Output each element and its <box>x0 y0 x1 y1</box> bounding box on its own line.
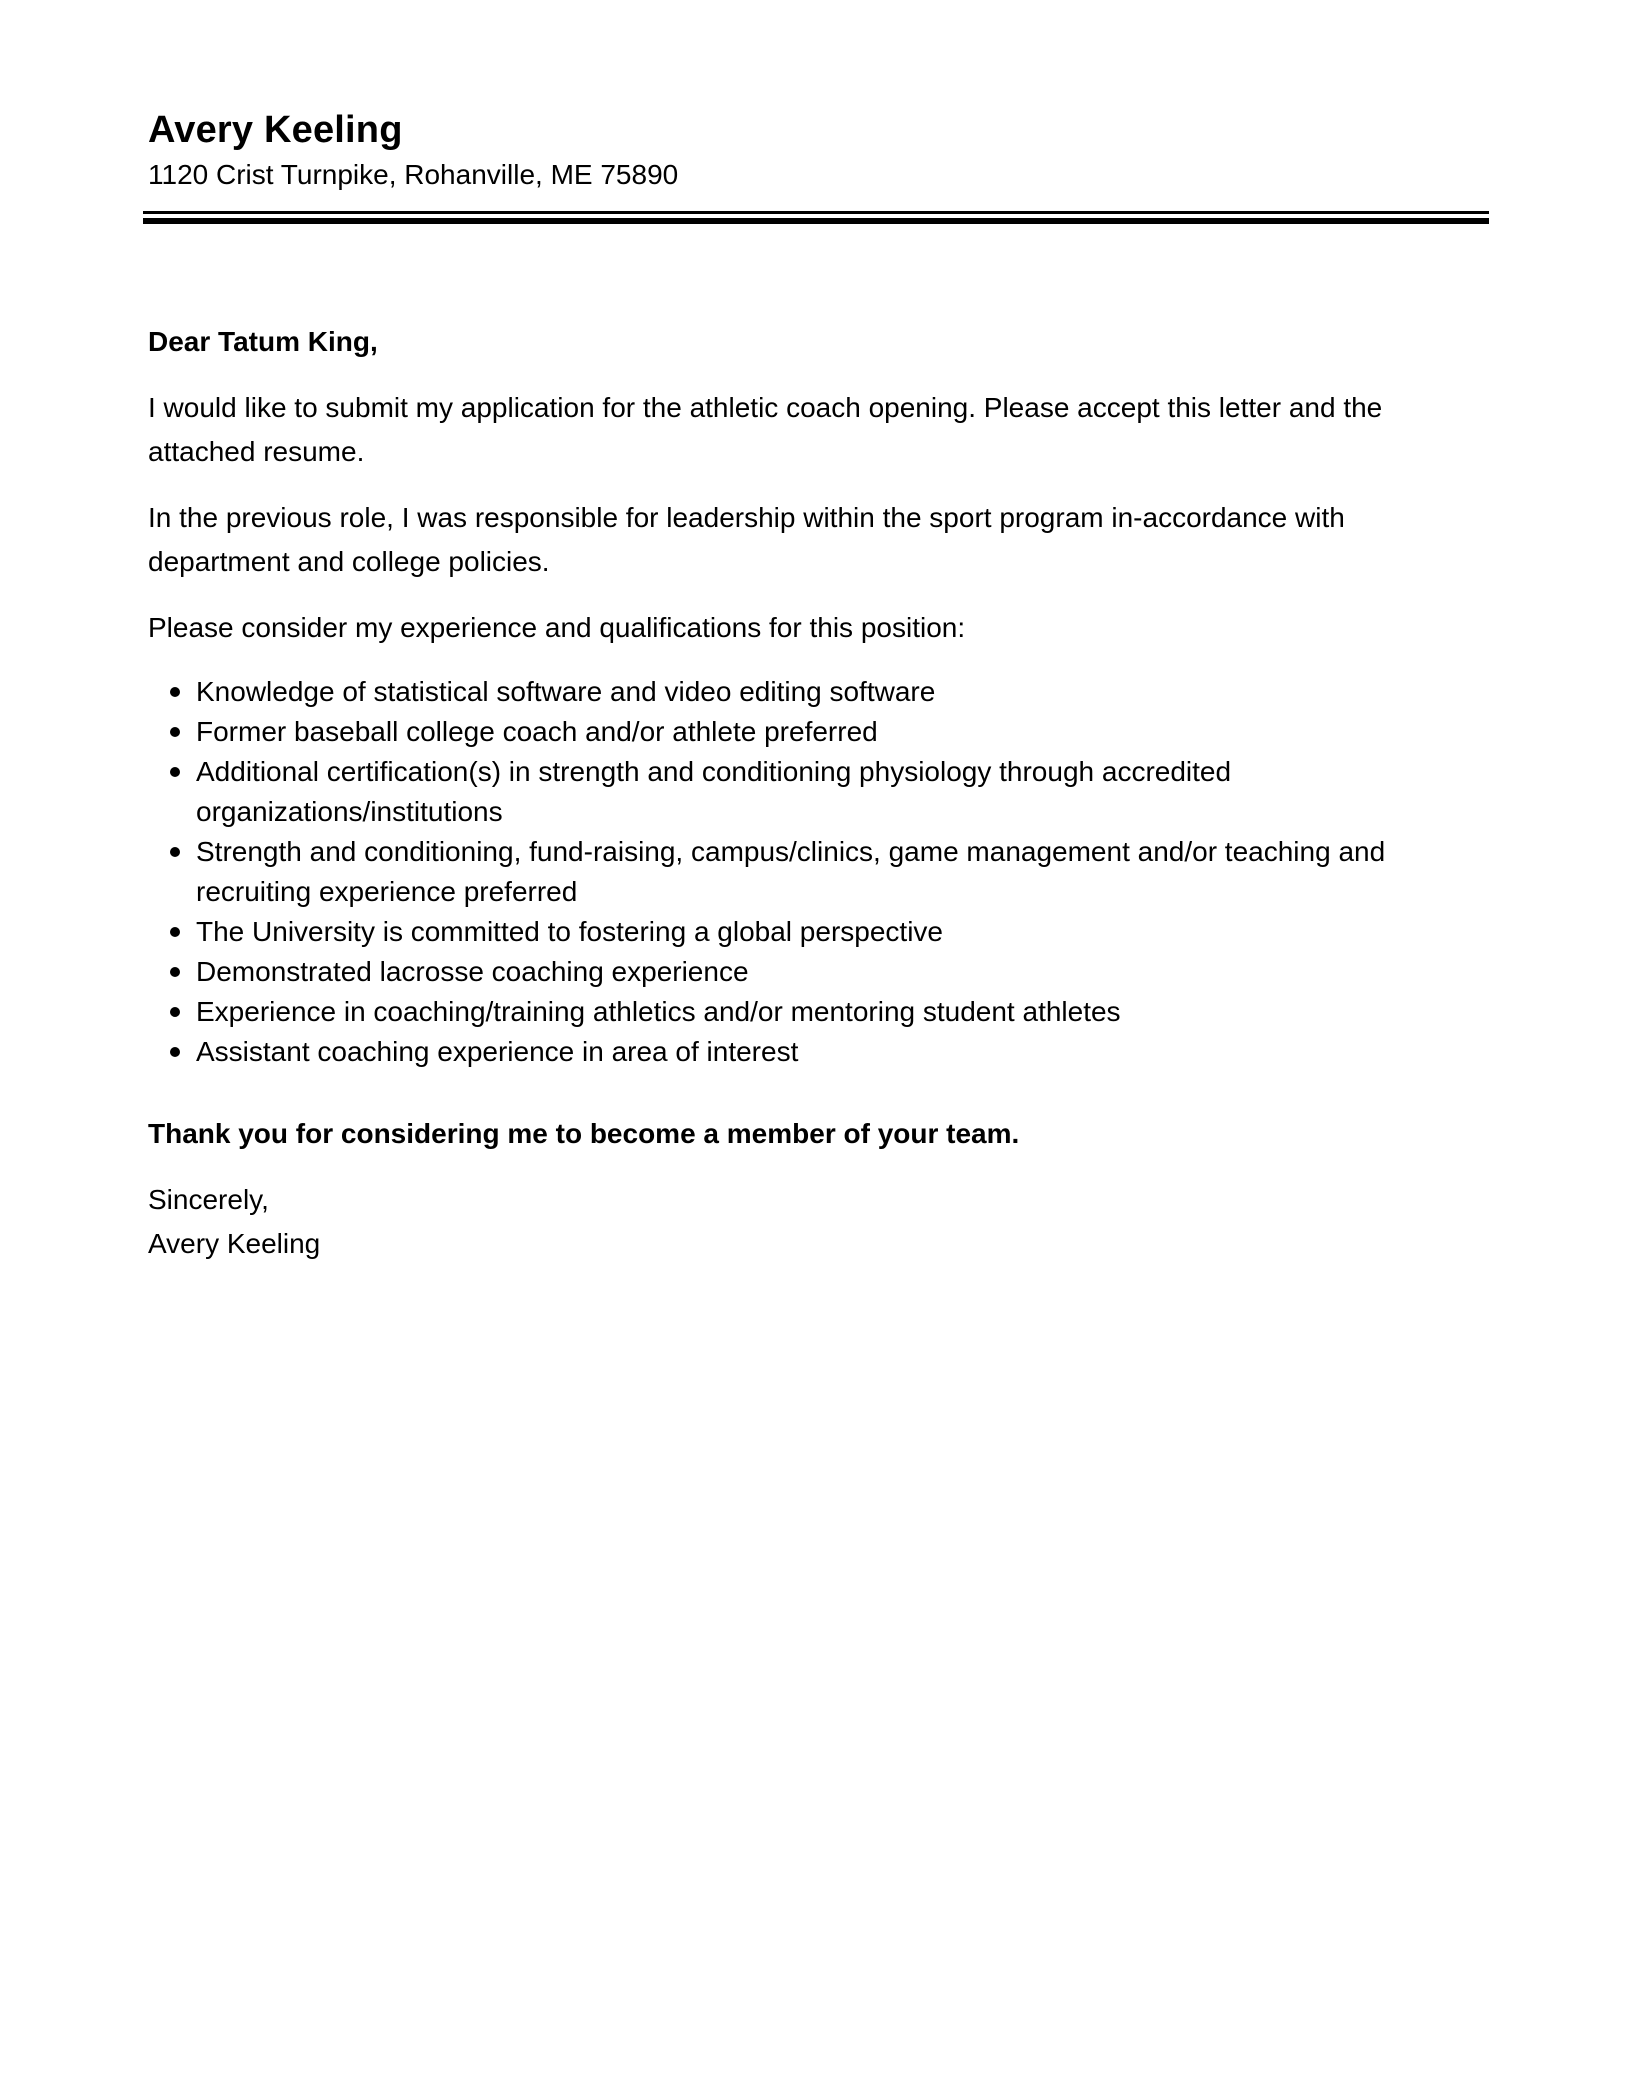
bullet-icon <box>170 1007 180 1017</box>
bullet-icon <box>170 847 180 857</box>
body-paragraph-consider: Please consider my experience and qualifications for this position: <box>148 612 966 643</box>
header-divider <box>143 211 1489 224</box>
bullet-icon <box>170 767 180 777</box>
list-item <box>148 712 1482 752</box>
body-paragraph-intro: I would like to submit my application for the athletic coach opening. Please accept this letter and the attached resume. <box>148 392 1383 467</box>
signature-name: Avery Keeling <box>148 1228 321 1259</box>
list-item <box>148 672 1482 712</box>
bullet-icon <box>170 927 180 937</box>
list-item-text: Experience in coaching/training athletics and/or mentoring student athletes <box>196 996 1121 1027</box>
header-divider-thick <box>143 218 1489 224</box>
list-item <box>148 912 1482 952</box>
list-item-text: Assistant coaching experience in area of interest <box>196 1036 799 1067</box>
bullet-icon <box>170 687 180 697</box>
closing-phrase: Sincerely, <box>148 1184 269 1215</box>
list-item-text: Former baseball college coach and/or athlete preferred <box>196 716 878 747</box>
bullet-icon <box>170 727 180 737</box>
list-item-text: The University is committed to fostering a global perspective <box>196 916 943 947</box>
closing-thanks: Thank you for considering me to become a member of your team. <box>148 1118 1020 1149</box>
salutation: Dear Tatum King, <box>148 326 378 357</box>
sender-address: 1120 Crist Turnpike, Rohanville, ME 75890 <box>148 158 679 190</box>
list-item <box>148 952 1482 992</box>
sender-name: Avery Keeling <box>148 109 403 151</box>
list-item-text: Demonstrated lacrosse coaching experience <box>196 956 749 987</box>
list-item-text: Knowledge of statistical software and video editing software <box>196 676 936 707</box>
bullet-icon <box>170 1047 180 1057</box>
list-item <box>148 752 1482 832</box>
list-item <box>148 1032 1482 1072</box>
list-item <box>148 992 1482 1032</box>
bullet-icon <box>170 967 180 977</box>
letter-header <box>148 108 1482 193</box>
list-item-text: Additional certification(s) in strength and conditioning physiology through accredited organizations/institutions <box>196 756 1232 827</box>
signoff <box>148 1178 1482 1266</box>
header-divider-thin <box>143 211 1489 214</box>
list-item <box>148 832 1482 912</box>
qualifications-list <box>148 672 1482 1072</box>
body-paragraph-previous-role: In the previous role, I was responsible for leadership within the sport program in-accordance with department and college policies. <box>148 502 1345 577</box>
list-item-text: Strength and conditioning, fund-raising, campus/clinics, game management and/or teaching and recruiting experience preferred <box>196 836 1386 907</box>
letter-body <box>148 320 1482 1266</box>
